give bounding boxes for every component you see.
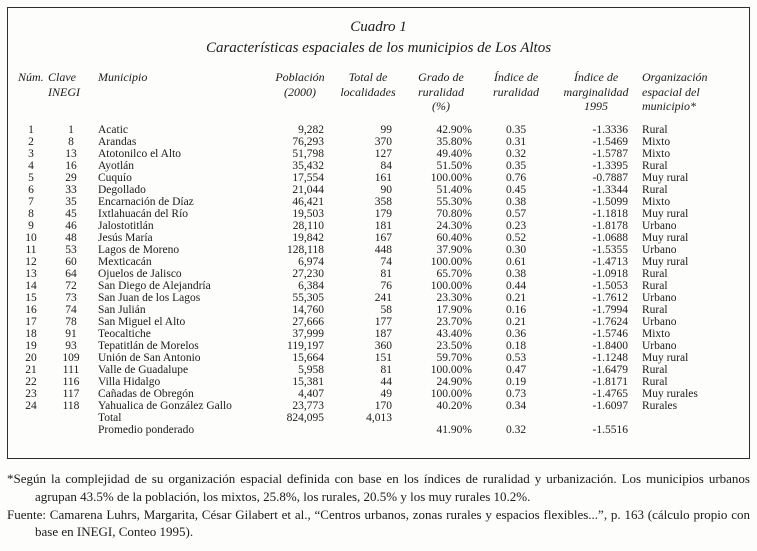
footnote-source: Fuente: Camarena Luhrs, Margarita, César Gilabert et al., “Centros urbanos, zonas rurales y espacios flexibles...”, p. 163 (cálculo propio con base en INEGI, Conteo 1995). [7,506,750,540]
cell-num: 11 [25,243,37,256]
cell-poblacion-2000: 6,384 [298,279,324,292]
cell-grado-ruralidad: 65.70% [436,267,472,280]
cell-municipio: Ixtlahuacán del Río [98,207,189,220]
table-subtitle: Características espaciales de los municipios de Los Altos [205,40,552,56]
cell-indice-marginalidad: -1.8178 [592,219,628,232]
cell-num: 15 [25,291,37,304]
cell-poblacion-2000: 76,293 [292,135,324,148]
cell-indice-marginalidad: -1.7612 [592,291,628,304]
cell-indice-ruralidad: 0.16 [505,303,527,316]
cell-indice-ruralidad: 0.19 [505,375,527,388]
table-row [16,292,743,304]
cell-clave-inegi: 53 [65,243,77,256]
cell-clave-inegi [46,424,96,436]
footnote-note: *Según la complejidad de su organización espacial definida con base en los índices de ruralidad y urbanización. Los municipios urbanos agrupan 43.5% de la población, los mixtos, 25.8%, los rurales, 20.5% y los muy rurales 10.2%. [7,471,750,504]
cell-organizacion-espacial: Muy rural [642,255,689,268]
cell-indice-marginalidad: -1.8400 [592,339,628,352]
cell-indice-ruralidad: 0.38 [505,267,527,280]
cell-organizacion-espacial [640,412,743,424]
cell-grado-ruralidad: 100.00% [430,255,472,268]
cell-organizacion-espacial: Muy rural [642,207,689,220]
table-title: Cuadro 1 [350,19,407,35]
cell-indice-ruralidad: 0.36 [505,327,527,340]
cell-total-localidades: 151 [374,351,392,364]
cell-poblacion-2000: 119,197 [287,339,324,352]
cell-clave-inegi: 74 [65,303,77,316]
cell-indice-marginalidad: -1.5099 [592,195,628,208]
cell-total-localidades: 187 [374,327,392,340]
cell-municipio: Total [98,411,122,424]
cell-municipio: Ojuelos de Jalisco [98,267,182,280]
cell-clave-inegi: 111 [62,363,80,376]
column-header-indice-ruralidad: Índice de ruralidad [492,70,539,99]
table-row [16,136,743,148]
cell-indice-marginalidad: -1.0918 [592,267,628,280]
cell-poblacion-2000: 5,958 [298,363,324,376]
header-row [16,66,743,124]
cell-indice-ruralidad: 0.47 [505,363,527,376]
cell-total-localidades: 76 [380,279,392,292]
cell-num: 6 [28,183,34,196]
table-row [16,148,743,160]
cell-total-localidades: 49 [380,387,392,400]
cell-total-localidades: 58 [380,303,392,316]
cell-total-localidades: 241 [374,291,392,304]
table-row [16,256,743,268]
cell-clave-inegi: 118 [62,399,80,412]
cell-clave-inegi: 8 [68,135,74,148]
cell-municipio: Tepatitlán de Morelos [98,339,199,352]
cell-organizacion-espacial: Rural [642,279,668,292]
cell-municipio: San Juan de los Lagos [98,291,201,304]
cell-total-localidades: 177 [374,315,392,328]
cell-indice-marginalidad: -1.0688 [592,231,628,244]
table-row [16,280,743,292]
column-header-indice-marginalidad: Índice de marginalidad 1995 [563,70,629,113]
cell-poblacion-2000: 128,118 [287,243,324,256]
table-row [16,184,743,196]
cell-clave-inegi: 73 [65,291,77,304]
cell-poblacion-2000: 55,305 [292,291,324,304]
cell-municipio: Atotonilco el Alto [98,147,182,160]
cell-poblacion-2000: 6,974 [298,255,324,268]
cell-organizacion-espacial: Mixto [642,135,671,148]
table-row [16,232,743,244]
table-container [7,7,750,459]
table-row [16,196,743,208]
cell-municipio: Yahualica de González Gallo [98,399,232,412]
cell-num: 12 [25,255,37,268]
column-header-organizacion-espacial: Organización espacial del municipio* [642,70,708,113]
table-row [16,268,743,280]
cell-poblacion-2000: 27,666 [292,315,324,328]
cell-num: 8 [28,207,34,220]
cell-clave-inegi: 45 [65,207,77,220]
cell-municipio: Teocaltiche [98,327,151,340]
cell-grado-ruralidad: 23.50% [436,339,472,352]
cell-indice-ruralidad: 0.76 [505,171,527,184]
cell-municipio: Cañadas de Obregón [98,387,194,400]
cell-indice-marginalidad: -1.7624 [592,315,628,328]
cell-total-localidades: 81 [380,363,392,376]
cell-grado-ruralidad: 100.00% [430,171,472,184]
cell-indice-marginalidad: -1.8171 [592,375,628,388]
cell-clave-inegi: 33 [65,183,77,196]
cell-organizacion-espacial: Rural [642,159,668,172]
cell-grado-ruralidad: 70.80% [436,207,472,220]
table-row [16,208,743,220]
cell-organizacion-espacial: Mixto [642,195,671,208]
cell-organizacion-espacial: Urbano [642,291,677,304]
cell-indice-ruralidad: 0.32 [505,423,527,436]
cell-indice-ruralidad: 0.61 [505,255,527,268]
cell-clave-inegi: 116 [62,375,80,388]
cell-grado-ruralidad: 59.70% [436,351,472,364]
cell-total-localidades: 81 [380,267,392,280]
column-header-municipio: Municipio [98,70,148,84]
cell-grado-ruralidad: 42.90% [436,123,472,136]
cell-poblacion-2000: 824,095 [286,411,324,424]
cell-indice-ruralidad: 0.23 [505,219,527,232]
cell-indice-marginalidad: -1.5746 [592,327,628,340]
cell-num: 22 [25,375,37,388]
cell-grado-ruralidad: 100.00% [430,279,472,292]
table-row [16,304,743,316]
table-row [16,364,743,376]
cell-total-localidades: 4,013 [366,411,392,424]
cell-total-localidades: 90 [380,183,392,196]
cell-total-localidades: 170 [374,399,392,412]
cell-grado-ruralidad: 60.40% [436,231,472,244]
cell-total-localidades: 179 [374,207,392,220]
cell-indice-marginalidad: -1.7994 [592,303,628,316]
cell-poblacion-2000: 21,044 [292,183,324,196]
cell-organizacion-espacial: Mixto [642,327,671,340]
cell-organizacion-espacial: Mixto [642,147,671,160]
cell-num: 23 [25,387,37,400]
cell-clave-inegi [46,412,96,424]
footnotes [7,470,750,541]
cell-indice-ruralidad: 0.38 [505,195,527,208]
cell-total-localidades: 84 [380,159,392,172]
cell-grado-ruralidad: 100.00% [430,363,472,376]
cell-municipio: San Julián [98,303,146,316]
cell-indice-ruralidad: 0.52 [505,231,527,244]
cell-municipio: Jesús María [98,231,153,244]
column-header-grado-ruralidad: Grado de ruralidad (%) [417,70,464,113]
cell-poblacion-2000: 35,432 [292,159,324,172]
cell-poblacion-2000: 27,230 [292,267,324,280]
cell-num: 2 [28,135,34,148]
cell-clave-inegi: 72 [65,279,77,292]
cell-total-localidades: 74 [380,255,392,268]
cell-organizacion-espacial: Rural [642,375,668,388]
cell-grado-ruralidad: 37.90% [436,243,472,256]
cell-poblacion-2000: 15,381 [292,375,324,388]
cell-clave-inegi: 78 [65,315,77,328]
cell-organizacion-espacial: Rural [642,363,668,376]
cell-municipio: Villa Hidalgo [98,375,161,388]
cell-organizacion-espacial [640,424,743,436]
municipios-table [16,66,743,436]
cell-total-localidades: 360 [374,339,392,352]
cell-municipio: Arandas [98,135,137,148]
cell-num: 21 [25,363,37,376]
cell-num [16,424,46,436]
cell-municipio: Acatic [98,123,129,136]
cell-grado-ruralidad: 100.00% [430,387,472,400]
cell-grado-ruralidad: 51.40% [436,183,472,196]
cell-poblacion-2000: 19,842 [292,231,324,244]
cell-indice-marginalidad: -1.5053 [592,279,628,292]
cell-clave-inegi: 1 [68,123,74,136]
cell-indice-ruralidad: 0.73 [505,387,527,400]
cell-grado-ruralidad: 51.50% [436,159,472,172]
cell-total-localidades: 167 [374,231,392,244]
cell-organizacion-espacial: Rural [642,123,668,136]
cell-grado-ruralidad: 23.70% [436,315,472,328]
cell-poblacion-2000: 9,282 [298,123,324,136]
cell-total-localidades: 181 [374,219,392,232]
column-header-poblacion-2000: Población (2000) [275,70,325,99]
cell-organizacion-espacial: Rural [642,303,668,316]
cell-poblacion-2000: 4,407 [298,387,324,400]
cell-municipio: Lagos de Moreno [98,243,180,256]
cell-clave-inegi: 48 [65,231,77,244]
cell-organizacion-espacial: Muy rural [642,171,689,184]
cell-organizacion-espacial: Urbano [642,339,677,352]
cell-indice-marginalidad: -1.4765 [592,387,628,400]
cell-organizacion-espacial: Urbano [642,315,677,328]
summary-row [16,412,743,424]
cell-indice-ruralidad: 0.35 [505,159,527,172]
cell-grado-ruralidad: 55.30% [436,195,472,208]
table-row [16,340,743,352]
cell-indice-ruralidad: 0.45 [505,183,527,196]
cell-poblacion-2000: 37,999 [292,327,324,340]
cell-indice-ruralidad: 0.57 [505,207,527,220]
cell-indice-ruralidad: 0.32 [505,147,527,160]
cell-indice-marginalidad: -1.3395 [592,159,628,172]
cell-organizacion-espacial: Muy rural [642,231,689,244]
cell-poblacion-2000: 46,421 [292,195,324,208]
cell-indice-ruralidad: 0.21 [505,291,527,304]
cell-num: 10 [25,231,37,244]
cell-organizacion-espacial: Muy rural [642,351,689,364]
table-row [16,316,743,328]
column-header-num: Núm. [18,70,44,84]
cell-poblacion-2000 [266,424,334,436]
cell-organizacion-espacial: Rural [642,267,668,280]
cell-poblacion-2000: 14,760 [292,303,324,316]
cell-indice-marginalidad: -1.3344 [592,183,628,196]
cell-municipio: Unión de San Antonio [98,351,201,364]
cell-num: 7 [28,195,34,208]
cell-poblacion-2000: 15,664 [292,351,324,364]
cell-total-localidades: 44 [380,375,392,388]
cell-organizacion-espacial: Rurales [642,399,678,412]
table-row [16,352,743,364]
cell-organizacion-espacial: Rural [642,183,668,196]
table-row [16,124,743,136]
cell-grado-ruralidad: 40.20% [436,399,472,412]
cell-grado-ruralidad: 49.40% [436,147,472,160]
cell-organizacion-espacial: Urbano [642,219,677,232]
cell-total-localidades: 127 [374,147,392,160]
cell-grado-ruralidad: 43.40% [436,327,472,340]
cell-municipio: San Diego de Alejandría [98,279,211,292]
cell-num: 9 [28,219,34,232]
table-row [16,244,743,256]
cell-clave-inegi: 35 [65,195,77,208]
cell-total-localidades: 99 [380,123,392,136]
cell-indice-marginalidad: -1.1248 [592,351,628,364]
cell-organizacion-espacial: Muy rurales [642,387,698,400]
cell-municipio: Encarnación de Díaz [98,195,194,208]
cell-num: 19 [25,339,37,352]
cell-clave-inegi: 117 [62,387,80,400]
cell-indice-ruralidad: 0.30 [505,243,527,256]
cell-poblacion-2000: 28,110 [292,219,324,232]
cell-poblacion-2000: 19,503 [292,207,324,220]
cell-indice-marginalidad [552,412,640,424]
column-header-total-localidades: Total de localidades [340,70,396,99]
cell-num: 3 [28,147,34,160]
cell-poblacion-2000: 23,773 [292,399,324,412]
cell-total-localidades: 161 [374,171,392,184]
cell-indice-ruralidad: 0.53 [505,351,527,364]
cell-indice-ruralidad [480,412,552,424]
summary-row [16,424,743,436]
cell-indice-marginalidad: -1.3336 [592,123,628,136]
cell-indice-marginalidad: -1.5469 [592,135,628,148]
cell-num: 5 [28,171,34,184]
cell-municipio: San Miguel el Alto [98,315,186,328]
cell-clave-inegi: 13 [65,147,77,160]
cell-poblacion-2000: 51,798 [292,147,324,160]
cell-indice-marginalidad: -1.5787 [592,147,628,160]
cell-indice-ruralidad: 0.18 [505,339,527,352]
cell-num [16,412,46,424]
cell-indice-marginalidad: -1.6479 [592,363,628,376]
cell-municipio: Ayotlán [98,159,134,172]
table-row [16,172,743,184]
cell-indice-marginalidad: -1.5355 [592,243,628,256]
cell-grado-ruralidad: 24.30% [436,219,472,232]
cell-grado-ruralidad: 17.90% [436,303,472,316]
table-header [16,66,743,124]
table-row [16,388,743,400]
cell-clave-inegi: 60 [65,255,77,268]
table-row [16,328,743,340]
table-body [16,124,743,436]
cell-clave-inegi: 46 [65,219,77,232]
cell-indice-marginalidad: -1.4713 [592,255,628,268]
cell-num: 16 [25,303,37,316]
cell-grado-ruralidad: 35.80% [436,135,472,148]
cell-indice-marginalidad: -1.6097 [592,399,628,412]
cell-indice-ruralidad: 0.21 [505,315,527,328]
cell-total-localidades: 370 [374,135,392,148]
cell-indice-ruralidad: 0.35 [505,123,527,136]
cell-num: 20 [25,351,37,364]
column-header-clave-inegi: Clave INEGI [48,70,80,99]
cell-indice-ruralidad: 0.31 [505,135,527,148]
cell-num: 17 [25,315,37,328]
cell-clave-inegi: 16 [65,159,77,172]
cell-indice-ruralidad: 0.34 [505,399,527,412]
cell-indice-marginalidad: -1.1818 [592,207,628,220]
cell-total-localidades [334,424,402,436]
cell-total-localidades: 358 [374,195,392,208]
cell-clave-inegi: 91 [65,327,77,340]
cell-num: 4 [28,159,34,172]
cell-grado-ruralidad [402,412,480,424]
table-row [16,220,743,232]
cell-grado-ruralidad: 23.30% [436,291,472,304]
cell-indice-marginalidad: -0.7887 [592,171,628,184]
cell-poblacion-2000: 17,554 [292,171,324,184]
cell-indice-ruralidad: 0.44 [505,279,527,292]
cell-organizacion-espacial: Urbano [642,243,677,256]
table-row [16,376,743,388]
cell-grado-ruralidad: 41.90% [436,423,472,436]
cell-indice-marginalidad: -1.5516 [592,423,628,436]
table-row [16,400,743,412]
cell-municipio: Mexticacán [98,255,152,268]
table-row [16,160,743,172]
cell-municipio: Degollado [98,183,146,196]
cell-num: 13 [25,267,37,280]
cell-num: 24 [25,399,37,412]
cell-clave-inegi: 29 [65,171,77,184]
cell-municipio: Cuquío [98,171,132,184]
cell-num: 18 [25,327,37,340]
cell-total-localidades: 448 [374,243,392,256]
cell-clave-inegi: 109 [62,351,80,364]
cell-num: 1 [28,123,34,136]
cell-grado-ruralidad: 24.90% [436,375,472,388]
cell-clave-inegi: 93 [65,339,77,352]
cell-municipio: Jalostotitlán [98,219,154,232]
cell-municipio: Valle de Guadalupe [98,363,189,376]
cell-num: 14 [25,279,37,292]
cell-municipio: Promedio ponderado [98,423,195,436]
cell-clave-inegi: 64 [65,267,77,280]
